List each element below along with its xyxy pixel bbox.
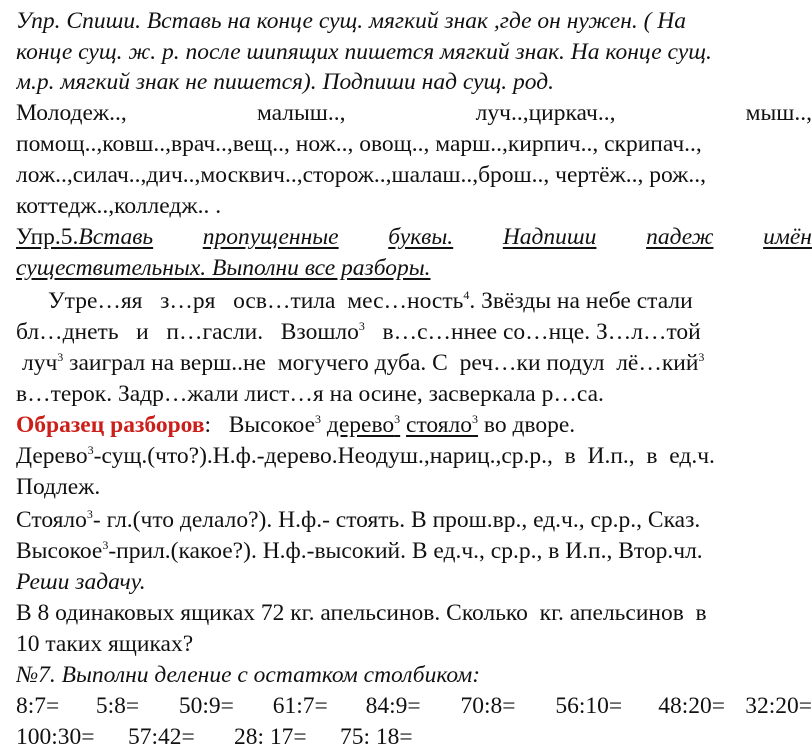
title-word: имён xyxy=(763,224,812,250)
ex4-heading-line2: конце сущ. ж. р. после шипящих пишется мягкий знак. На конце сущ. xyxy=(16,39,712,65)
division-item: 48:20= xyxy=(658,693,726,719)
task-heading: Реши задачу. xyxy=(16,569,146,595)
title-word: пропущенные xyxy=(202,224,339,250)
sample-verb-line: Стояло$^3$- гл.(что делало?). Н.ф.- стоять. В прош.вр., ед.ч., ср.р., Сказ. xyxy=(16,507,701,533)
ex4-words-line2: помощ..,ковш..,врач..,вещ.., нож.., овощ.., марш..,кирпич.., скрипач.., xyxy=(16,131,702,157)
ex4-words-line4: коттедж..,колледж.. . xyxy=(16,193,222,219)
division-item: 100:30= xyxy=(16,724,95,750)
underlined-word: стояло$^3$ xyxy=(406,412,479,438)
title-word: Надпиши xyxy=(502,224,597,250)
division-item: 56:10= xyxy=(555,693,623,719)
title-word: падеж xyxy=(646,224,714,250)
division-item: 61:7= xyxy=(272,693,328,719)
word: малыш.., xyxy=(256,100,346,126)
division-item: 84:9= xyxy=(365,693,421,719)
ex4-heading-line1: Упр. Спиши. Вставь на конце сущ. мягкий знак ,где он нужен. ( На xyxy=(16,8,687,34)
ex5-text-line4: в…терок. Задр…жали лист…я на осине, засверкала р…са. xyxy=(16,381,604,407)
ex7-row2 xyxy=(16,722,812,752)
division-item: 5:8= xyxy=(95,693,140,719)
ex7-heading: №7. Выполни деление с остатком столбиком: xyxy=(16,662,481,688)
sample-noun-line1: Дерево$^3$-сущ.(что?).Н.ф.-дерево.Неодуш.,нариц.,ср.р., в И.п., в ед.ч. xyxy=(16,443,715,469)
ex5-text-line1: Утре…яя з…ря осв…тила мес…ность$^4$. Звёзды на небе стали xyxy=(48,288,693,314)
division-item: 32:20= xyxy=(745,693,812,719)
task-line2: 10 таких ящиках? xyxy=(16,631,194,657)
sample-noun-line2: Подлеж. xyxy=(16,474,101,500)
underlined-word: дерево$^3$ xyxy=(326,412,401,438)
ex5-text-line2: бл…днеть и п…гасли. Взошло$^3$ в…с…ннее со…нце. З…л…той xyxy=(16,319,701,345)
division-item: 70:8= xyxy=(460,693,516,719)
sample-adjective-line: Высокое$^3$-прил.(какое?). Н.ф.-высокий. В ед.ч., ср.р., в И.п., Втор.чл. xyxy=(16,538,703,564)
division-item: 28: 17= xyxy=(234,724,307,750)
ex7-row1 xyxy=(16,691,812,721)
ex5-text-line3: луч$^3$ заиграл на верш..не могучего дуба. С реч…ки подул лё…кий$^3$ xyxy=(22,350,705,376)
division-item: 57:42= xyxy=(128,724,195,750)
word: мыш.., xyxy=(745,100,812,126)
ex4-heading-line3: м.р. мягкий знак не пишется). Подпиши над сущ. род. xyxy=(16,69,554,95)
sample-heading: Образец разборов: Высокое$^3$ дерево$^3$ стояло$^3$ во дворе. xyxy=(16,412,576,438)
title-word: буквы. xyxy=(388,224,454,250)
word: Молодеж.., xyxy=(16,100,127,126)
task-line1: В 8 одинаковых ящиках 72 кг. апельсинов. Сколько кг. апельсинов в xyxy=(16,600,707,626)
ex5-title-line2: существительных. Выполни все разборы. xyxy=(16,255,431,281)
ex4-words-line1 xyxy=(16,98,812,128)
ex4-words-line3: лож..,силач..,дич..,москвич..,сторож..,шалаш..,брош.., чертёж.., рож.., xyxy=(16,162,707,188)
division-item: 75: 18= xyxy=(340,724,413,750)
sample-label: Образец разборов xyxy=(16,412,205,438)
division-item: 50:9= xyxy=(178,693,234,719)
ex5-title-line1 xyxy=(16,222,812,252)
division-item: 8:7= xyxy=(16,693,60,719)
ex5-label: Упр.5.Вставь xyxy=(16,224,154,250)
word: луч..,циркач.., xyxy=(475,100,616,126)
